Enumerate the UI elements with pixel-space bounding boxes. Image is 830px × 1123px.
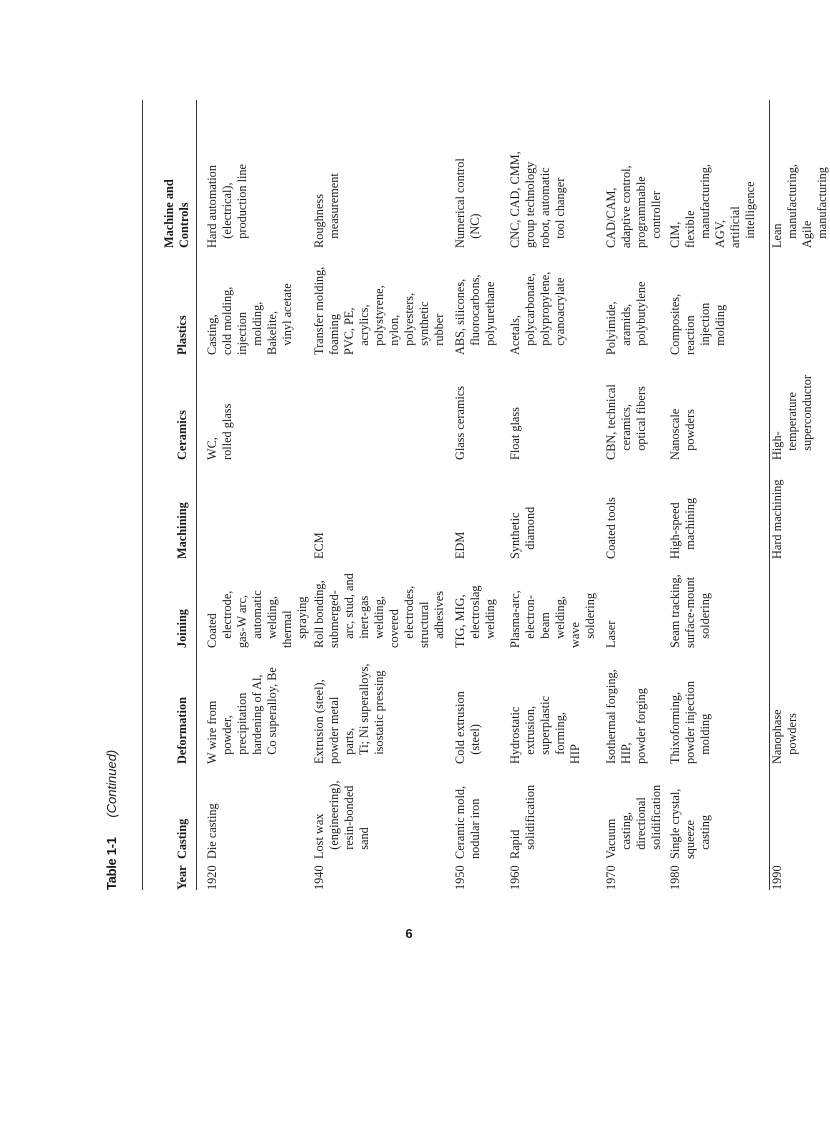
cell-plastics: Casting, cold molding, injection molding, Bakelite, vinyl acetate bbox=[205, 283, 294, 355]
cell-plastics: Polyimide, aramids, polybutylene bbox=[604, 281, 648, 355]
cell-deformation: Extrusion (steel), powder metal parts, Ti; Ni superalloys, isostatic pressing bbox=[312, 663, 386, 764]
cell-casting: Single crystal, squeeze casting bbox=[668, 788, 712, 859]
col-header-casting: Casting bbox=[175, 818, 189, 859]
cell-deformation: W wire from powder, precipitation hardening of Al, Co superalloy, Be bbox=[205, 667, 279, 764]
cell-year: 1960 bbox=[508, 865, 522, 890]
table-top-rule bbox=[142, 100, 143, 890]
cell-machining: ECM bbox=[312, 532, 326, 559]
cell-machining: EDM bbox=[453, 531, 467, 559]
cell-controls: Hard automation (electrical), production line bbox=[205, 163, 249, 248]
cell-deformation: Isothermal forging, HIP, powder forging bbox=[604, 669, 648, 764]
cell-year: 1990 bbox=[770, 865, 784, 890]
cell-plastics: ABS, silicones, fluorocarbons, polyurethane bbox=[453, 274, 497, 355]
col-header-plastics: Plastics bbox=[175, 315, 189, 355]
table-label: Table 1-1 bbox=[104, 837, 119, 890]
cell-year: 1940 bbox=[312, 865, 326, 890]
cell-year: 1980 bbox=[668, 865, 682, 890]
cell-ceramics: Float glass bbox=[508, 407, 522, 460]
cell-ceramics: Nanoscale powders bbox=[668, 408, 697, 460]
col-header-controls: Machine and Controls bbox=[162, 179, 191, 248]
cell-deformation: Nanophase powders bbox=[770, 709, 799, 764]
col-header-machining: Machining bbox=[175, 502, 189, 559]
col-header-year: Year bbox=[175, 865, 189, 890]
cell-joining: Laser bbox=[604, 620, 618, 648]
cell-joining: TIG, MIG, electroslag welding bbox=[453, 585, 497, 648]
cell-controls: Numerical control (NC) bbox=[453, 158, 482, 248]
cell-deformation: Cold extrusion (steel) bbox=[453, 691, 482, 764]
cell-machining: Synthetic diamond bbox=[508, 506, 537, 559]
continued-note: (Continued) bbox=[104, 749, 119, 818]
cell-casting: Die casting bbox=[205, 803, 219, 859]
cell-ceramics: WC, rolled glass bbox=[205, 403, 234, 460]
cell-machining: Hard machining bbox=[770, 479, 784, 559]
cell-machining: Coated tools bbox=[604, 497, 618, 559]
cell-ceramics: High- temperature superconductor bbox=[770, 374, 814, 460]
table-header-rule bbox=[196, 100, 197, 890]
col-header-ceramics: Ceramics bbox=[175, 410, 189, 460]
cell-machining: High-speed machining bbox=[668, 497, 697, 559]
page-number: 6 bbox=[405, 926, 413, 941]
col-header-deformation: Deformation bbox=[175, 697, 189, 764]
cell-plastics: Transfer molding, foaming PVC, PE, acrylics, polystyrene, nylon, polyesters, synthetic rubber bbox=[312, 266, 446, 355]
cell-year: 1970 bbox=[604, 865, 618, 890]
cell-casting: Vacuum casting, directional solidification bbox=[604, 784, 663, 859]
cell-casting: Lost wax (engineering), resin-bonded sand bbox=[312, 780, 371, 859]
col-header-joining: Joining bbox=[175, 609, 189, 648]
cell-plastics: Composites, reaction injection molding bbox=[668, 293, 727, 355]
cell-deformation: Thixoforming, powder injection molding bbox=[668, 681, 712, 764]
cell-plastics: Acetals, polycarbonate, polypropylene, cyanoacrylate bbox=[508, 271, 567, 355]
cell-joining: Roll bonding, submerged- arc, stud, and inert-gas welding, covered electrodes, structural adhesives bbox=[312, 573, 446, 648]
rotated-table-block bbox=[102, 100, 829, 890]
cell-controls: CNC, CAD, CMM, group technology robot, automatic tool changer bbox=[508, 151, 567, 248]
table-caption bbox=[104, 750, 128, 890]
cell-year: 1950 bbox=[453, 865, 467, 890]
cell-casting: Ceramic mold, nodular iron bbox=[453, 785, 482, 859]
cell-controls: Lean manufacturing, Agile manufacturing bbox=[770, 163, 829, 248]
cell-joining: Seam tracking, surface-mount soldering bbox=[668, 574, 712, 648]
cell-deformation: Hydrostatic extrusion, superplastic forming, HIP bbox=[508, 696, 582, 764]
cell-controls: Roughness measurement bbox=[312, 173, 341, 248]
cell-controls: CIM, flexible manufacturing, AGV, artificial intelligence bbox=[668, 163, 757, 248]
cell-year: 1920 bbox=[205, 865, 219, 890]
cell-ceramics: Glass ceramics bbox=[453, 385, 467, 460]
cell-controls: CAD/CAM, adaptive control, programmable controller bbox=[604, 165, 663, 248]
cell-casting: Rapid solidification bbox=[508, 784, 537, 859]
history-table bbox=[142, 100, 829, 890]
cell-ceramics: CBN, technical ceramics, optical fibers bbox=[604, 384, 648, 460]
cell-joining: Plasma-arc, electron- beam welding, wave soldering bbox=[508, 590, 597, 648]
cell-joining: Coated electrode, gas-W arc, automatic welding, thermal spraying bbox=[205, 590, 309, 648]
